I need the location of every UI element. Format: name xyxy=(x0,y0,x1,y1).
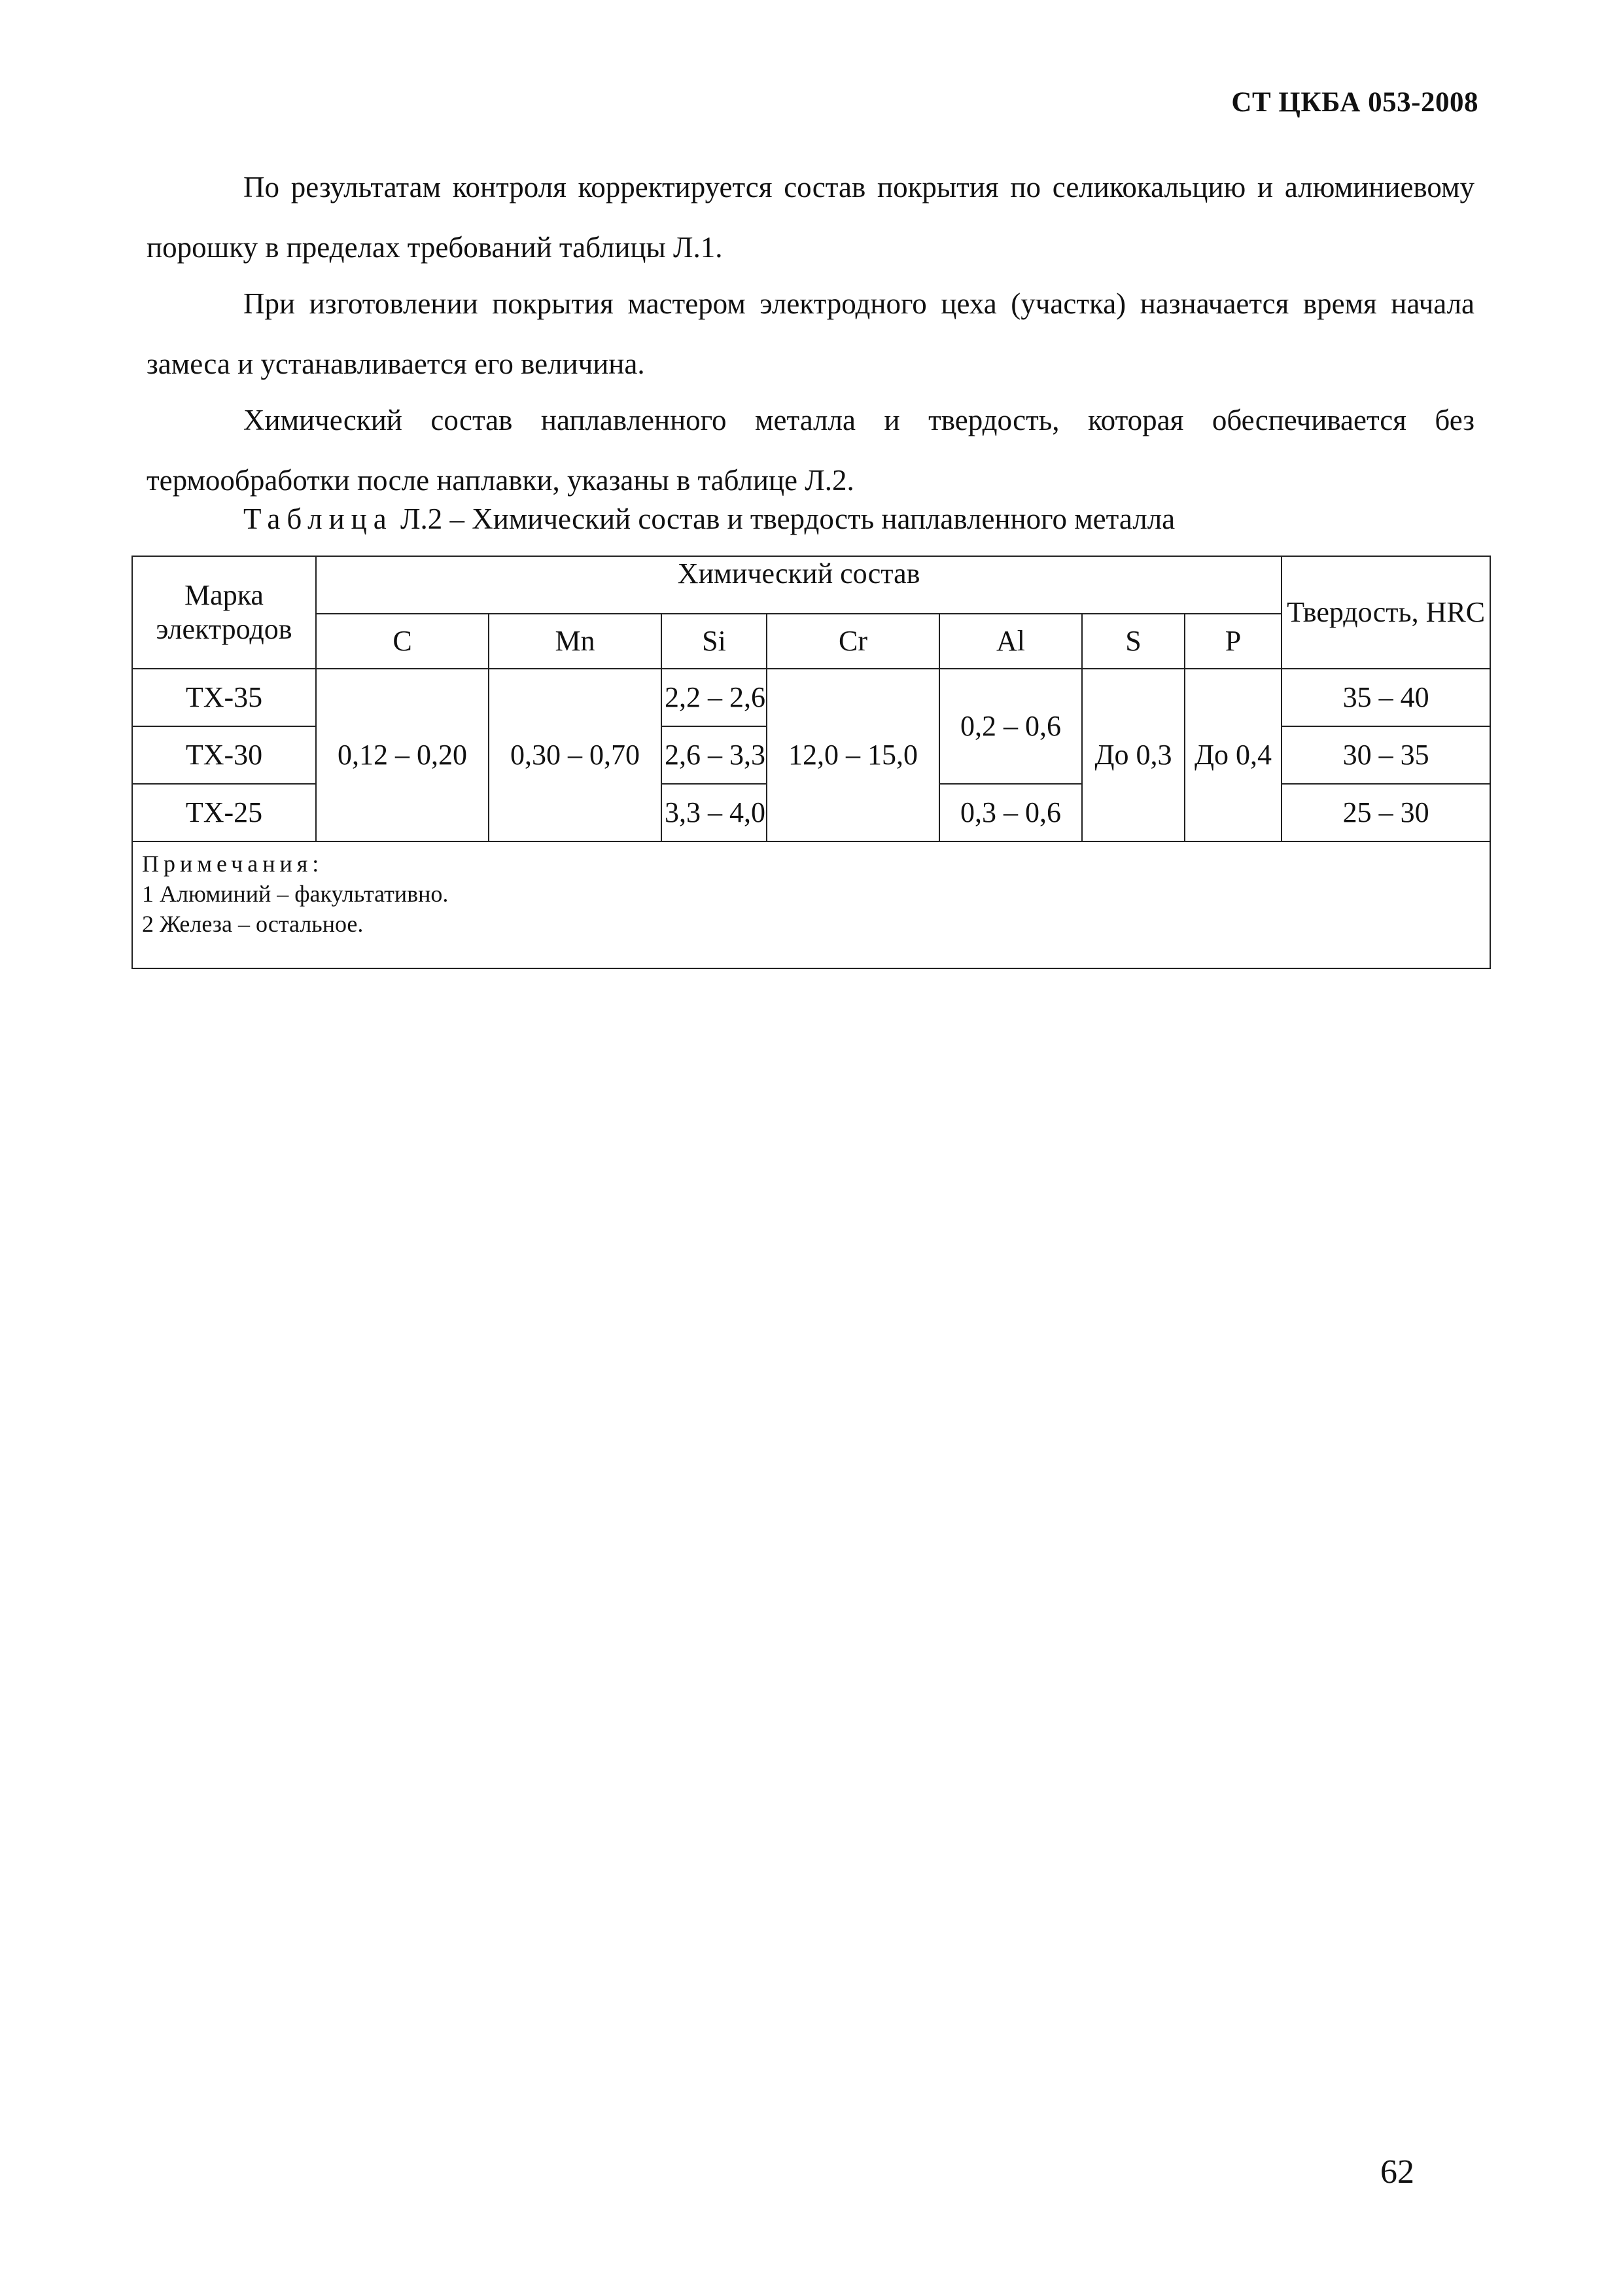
cell-c: 0,12 – 0,20 xyxy=(316,669,489,841)
header-element-mn: Mn xyxy=(489,614,661,669)
cell-al: 0,2 – 0,6 xyxy=(939,669,1082,784)
header-element-c: C xyxy=(316,614,489,669)
chemical-composition-table xyxy=(131,556,1491,969)
cell-mn: 0,30 – 0,70 xyxy=(489,669,661,841)
paragraph-chemical-composition: Химический состав наплавленного металла и твердость, которая обеспечивается без термообработки после наплавки, указаны в таблице Л.2. xyxy=(147,404,1475,497)
notes-title: Примечания: xyxy=(142,851,324,877)
table-caption xyxy=(243,496,1175,542)
header-element-p: P xyxy=(1185,614,1282,669)
header-element-s: S xyxy=(1082,614,1185,669)
cell-brand: ТХ-30 xyxy=(132,726,316,784)
cell-hardness: 30 – 35 xyxy=(1282,726,1490,784)
cell-cr: 12,0 – 15,0 xyxy=(767,669,939,841)
cell-al: 0,3 – 0,6 xyxy=(939,784,1082,841)
cell-si: 3,3 – 4,0 xyxy=(661,784,767,841)
table-header-row xyxy=(132,556,1490,614)
table-row xyxy=(132,669,1490,726)
page-number: 62 xyxy=(1380,2153,1414,2191)
cell-si: 2,6 – 3,3 xyxy=(661,726,767,784)
cell-brand: ТХ-35 xyxy=(132,669,316,726)
cell-brand: ТХ-25 xyxy=(132,784,316,841)
cell-p: До 0,4 xyxy=(1185,669,1282,841)
cell-hardness: 25 – 30 xyxy=(1282,784,1490,841)
header-hardness: Твердость, HRC xyxy=(1282,556,1490,669)
document-code: СТ ЦКБА 053-2008 xyxy=(1231,87,1478,118)
cell-s: До 0,3 xyxy=(1082,669,1185,841)
table-notes-row xyxy=(132,841,1490,968)
table-caption-text: Л.2 – Химический состав и твердость наплавленного металла xyxy=(393,503,1176,535)
cell-hardness: 35 – 40 xyxy=(1282,669,1490,726)
header-element-al: Al xyxy=(939,614,1082,669)
header-composition: Химический состав xyxy=(316,556,1282,614)
header-element-si: Si xyxy=(661,614,767,669)
header-brand: Марка электродов xyxy=(132,556,316,669)
paragraph-coating-production: При изготовлении покрытия мастером электродного цеха (участка) назначается время начала замеса и устанавливается его величина. xyxy=(147,287,1475,380)
table-notes xyxy=(132,841,1490,968)
note-item: 2 Железа – остальное. xyxy=(142,911,364,937)
header-element-cr: Cr xyxy=(767,614,939,669)
paragraph-control-results: По результатам контроля корректируется состав покрытия по селикокальцию и алюминиевому порошку в пределах требований таблицы Л.1. xyxy=(147,171,1475,264)
cell-si: 2,2 – 2,6 xyxy=(661,669,767,726)
note-item: 1 Алюминий – факультативно. xyxy=(142,881,449,907)
table-caption-label: Таблица xyxy=(243,503,393,535)
